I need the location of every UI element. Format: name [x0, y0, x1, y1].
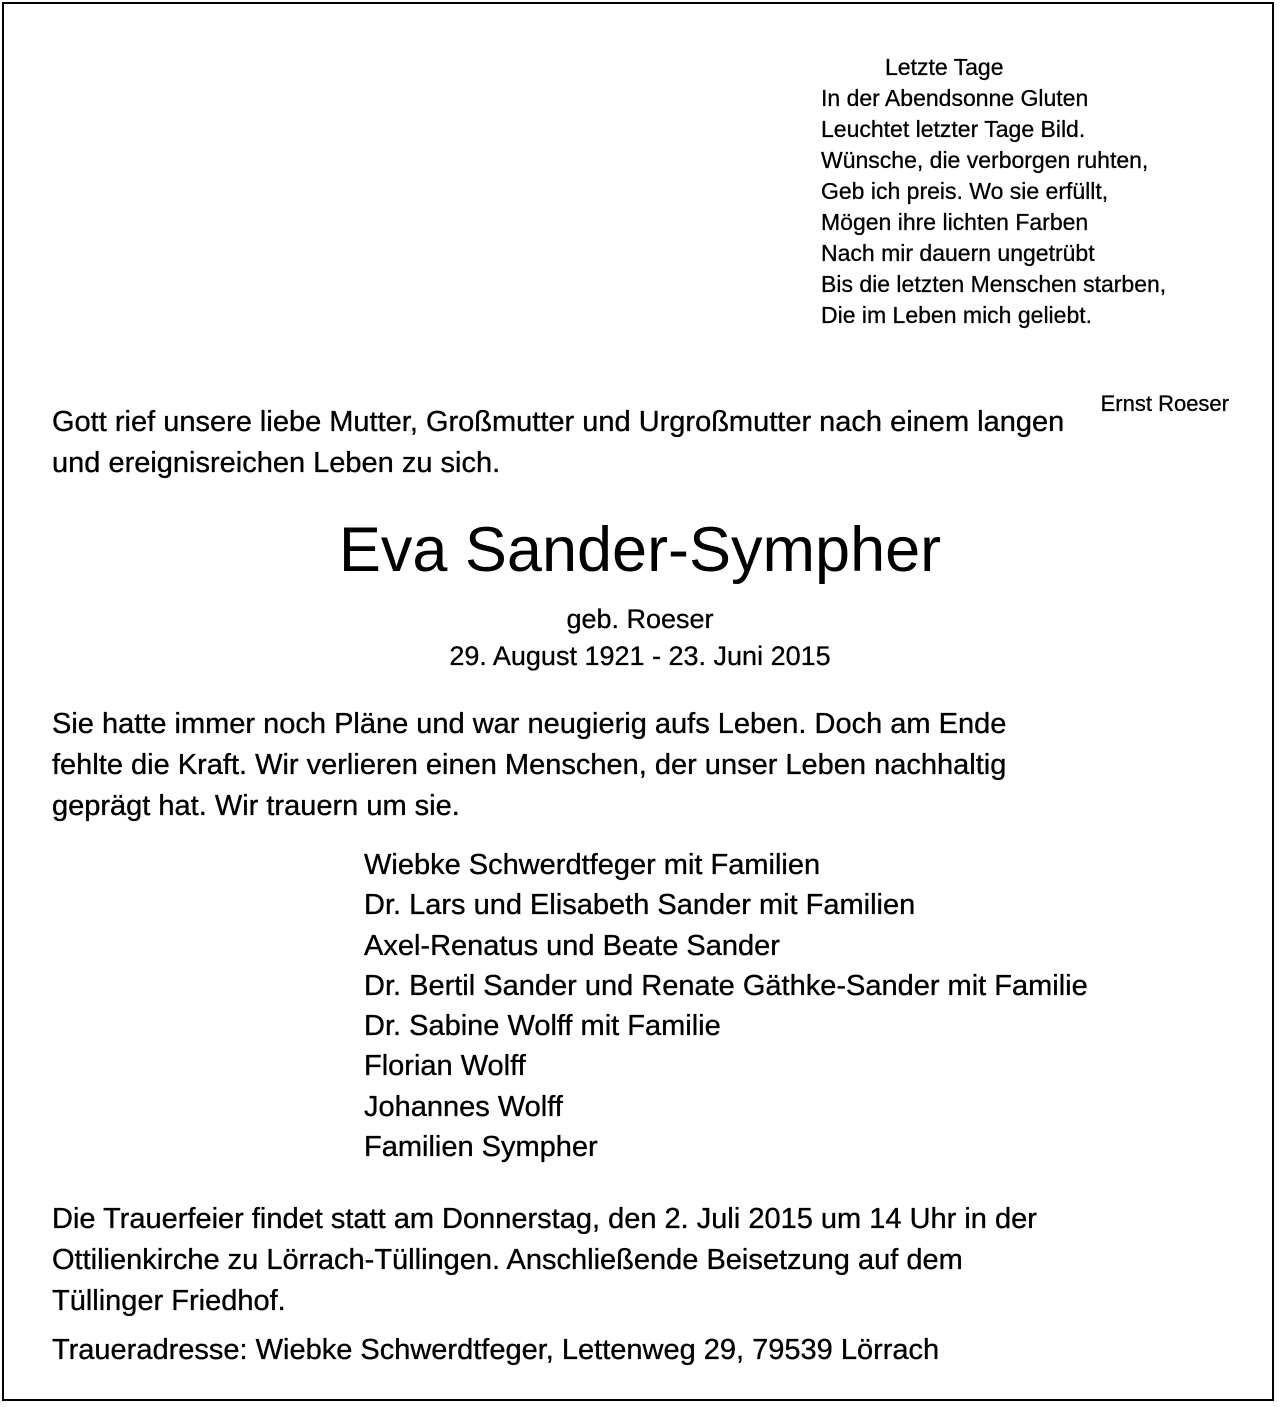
- mourner-item: Wiebke Schwerdtfeger mit Familien: [364, 849, 821, 881]
- mourners-list: [364, 845, 1264, 1167]
- intro-line: und ereignisreichen Leben zu sich.: [52, 447, 501, 479]
- poem-title: Letzte Tage: [885, 54, 1004, 80]
- mourner-item: Florian Wolff: [364, 1050, 526, 1083]
- funeral-info: [52, 1199, 1242, 1322]
- funeral-line: Tüllinger Friedhof.: [52, 1285, 286, 1317]
- poem-line: Nach mir dauern ungetrübt: [821, 240, 1095, 266]
- poem-line: Wünsche, die verborgen ruhten,: [821, 147, 1149, 173]
- tribute-line: fehlte die Kraft. Wir verlieren einen Menschen, der unser Leben nachhaltig: [52, 749, 1007, 781]
- poem-line: Geb ich preis. Wo sie erfüllt,: [821, 178, 1109, 204]
- mourner-item: Dr. Lars und Elisabeth Sander mit Familien: [364, 889, 916, 922]
- poem-line: Mögen ihre lichten Farben: [821, 209, 1089, 235]
- mourning-address: Traueradresse: Wiebke Schwerdtfeger, Lettenweg 29, 79539 Lörrach: [52, 1334, 940, 1366]
- funeral-line: Ottilienkirche zu Lörrach-Tüllingen. Anschließende Beisetzung auf dem: [52, 1244, 963, 1276]
- intro-text: [52, 402, 1242, 484]
- poem-line: Die im Leben mich geliebt.: [821, 302, 1093, 328]
- mourner-item: Axel-Renatus und Beate Sander: [364, 929, 780, 962]
- deceased-name: Eva Sander-Sympher: [338, 515, 942, 585]
- poem-line: Leuchtet letzter Tage Bild.: [821, 116, 1086, 142]
- tribute-line: Sie hatte immer noch Pläne und war neugierig aufs Leben. Doch am Ende: [52, 708, 1007, 740]
- mourner-item: Dr. Bertil Sander und Renate Gäthke-Sander mit Familie: [364, 969, 1088, 1002]
- funeral-line: Die Trauerfeier findet statt am Donnerstag, den 2. Juli 2015 um 14 Uhr in der: [52, 1203, 1037, 1235]
- maiden-name: geb. Roeser: [566, 604, 714, 634]
- mourner-item: Familien Sympher: [364, 1131, 598, 1164]
- mourner-item: Johannes Wolff: [364, 1090, 563, 1123]
- life-dates: 29. August 1921 - 23. Juni 2015: [449, 641, 831, 671]
- poem-line: In der Abendsonne Gluten: [821, 85, 1089, 111]
- poem-line: Bis die letzten Menschen starben,: [821, 271, 1167, 297]
- tribute-line: geprägt hat. Wir trauern um sie.: [52, 790, 460, 822]
- intro-line: Gott rief unsere liebe Mutter, Großmutter und Urgroßmutter nach einem langen: [52, 406, 1065, 438]
- mourner-item: Dr. Sabine Wolff mit Familie: [364, 1010, 721, 1043]
- poem-author: Ernst Roeser: [1100, 391, 1229, 416]
- poem: [821, 52, 1241, 416]
- tribute-text: [52, 704, 1242, 827]
